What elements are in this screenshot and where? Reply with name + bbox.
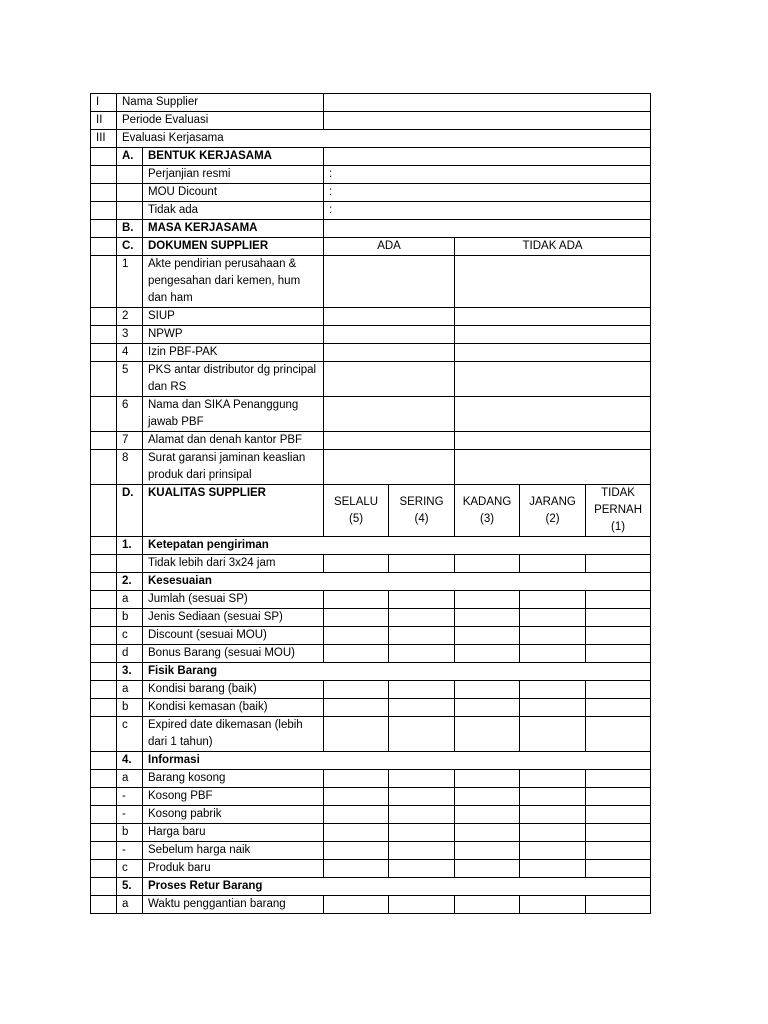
rating-cell-2[interactable] [520,717,586,752]
criteria-item-marker [117,555,143,573]
blank-cell [91,450,117,485]
rating-cell-3[interactable] [455,860,520,878]
rating-cell-5[interactable] [324,627,389,645]
criteria-group-title: Proses Retur Barang [143,878,651,896]
rating-cell-2[interactable] [520,770,586,788]
criteria-group-number: 1. [117,537,143,555]
tidak-ada-cell[interactable] [455,308,651,326]
section-b-header [91,220,651,238]
rating-cell-1[interactable] [586,555,651,573]
criteria-item-label: Jenis Sediaan (sesuai SP) [143,609,324,627]
criteria-item-label: Tidak lebih dari 3x24 jam [143,555,324,573]
form-body [91,94,651,914]
document-row [91,450,651,485]
document-number: 6 [117,397,143,432]
criteria-item-row [91,788,651,806]
blank-cell [91,397,117,432]
blank-cell [91,609,117,627]
ada-cell[interactable] [324,432,455,450]
cooperation-type-value[interactable]: : [324,184,651,202]
cooperation-type-label: Perjanjian resmi [143,166,324,184]
criteria-item-marker: - [117,842,143,860]
section-d-header [91,485,651,537]
criteria-group-row [91,663,651,681]
tidak-ada-cell[interactable] [455,397,651,432]
blank-cell [91,860,117,878]
criteria-item-marker: a [117,770,143,788]
document-label: Alamat dan denah kantor PBF [143,432,324,450]
rating-cell-2[interactable] [520,788,586,806]
rating-column-header [324,485,389,537]
section-title: BENTUK KERJASAMA [143,148,324,166]
rating-cell-3[interactable] [455,788,520,806]
criteria-item-marker: b [117,609,143,627]
criteria-item-row [91,824,651,842]
rating-cell-3[interactable] [455,770,520,788]
document-label: SIUP [143,308,324,326]
blank-cell [91,344,117,362]
blank-cell [91,663,117,681]
rating-label: JARANG [529,495,576,508]
criteria-group-row [91,878,651,896]
rating-cell-1[interactable] [586,717,651,752]
rating-cell-5[interactable] [324,645,389,663]
blank-cell [91,166,117,184]
criteria-item-marker: a [117,681,143,699]
rating-cell-5[interactable] [324,806,389,824]
criteria-item-marker: d [117,645,143,663]
rating-cell-4[interactable] [389,896,455,914]
document-row [91,397,651,432]
blank-cell [91,485,117,537]
row-number: II [91,112,117,130]
document-label: Izin PBF-PAK [143,344,324,362]
column-header-ada: ADA [324,238,455,256]
ada-cell[interactable] [324,450,455,485]
rating-column-header [389,485,455,537]
document-row [91,326,651,344]
criteria-item-label: Kosong pabrik [143,806,324,824]
section-code: C. [117,238,143,256]
blank-cell [91,555,117,573]
rating-cell-3[interactable] [455,896,520,914]
row-number: III [91,130,117,148]
criteria-item-label: Kondisi kemasan (baik) [143,699,324,717]
rating-score: (5) [348,512,364,525]
blank-cell [91,627,117,645]
cooperation-type-row [91,184,651,202]
rating-cell-2[interactable] [520,806,586,824]
ada-cell[interactable] [324,362,455,397]
document-label: Nama dan SIKA Penanggung jawab PBF [143,397,324,432]
rating-cell-1[interactable] [586,627,651,645]
document-number: 2 [117,308,143,326]
rating-cell-5[interactable] [324,681,389,699]
rating-cell-4[interactable] [389,770,455,788]
rating-cell-1[interactable] [586,591,651,609]
evaluasi-header-row [91,130,651,148]
row-value-field[interactable] [324,112,651,130]
criteria-item-row [91,896,651,914]
blank-cell [91,770,117,788]
rating-cell-1[interactable] [586,806,651,824]
blank-cell [91,878,117,896]
rating-cell-3[interactable] [455,681,520,699]
cooperation-type-row [91,166,651,184]
criteria-group-row [91,537,651,555]
rating-cell-5[interactable] [324,860,389,878]
rating-cell-4[interactable] [389,609,455,627]
rating-label: SELALU [333,495,379,508]
rating-cell-5[interactable] [324,591,389,609]
document-row [91,362,651,397]
rating-cell-1[interactable] [586,860,651,878]
blank-cell [91,148,117,166]
supplier-evaluation-form [90,93,651,914]
section-title: KUALITAS SUPPLIER [143,485,324,537]
criteria-item-row [91,681,651,699]
criteria-item-row [91,645,651,663]
rating-cell-2[interactable] [520,896,586,914]
rating-cell-1[interactable] [586,896,651,914]
rating-cell-1[interactable] [586,842,651,860]
rating-cell-5[interactable] [324,842,389,860]
rating-label: KADANG [462,495,512,508]
criteria-item-marker: c [117,860,143,878]
criteria-item-row [91,860,651,878]
criteria-item-marker: b [117,824,143,842]
criteria-item-row [91,609,651,627]
blank-cell [91,220,117,238]
rating-cell-3[interactable] [455,645,520,663]
blank-cell [117,166,143,184]
rating-cell-5[interactable] [324,770,389,788]
rating-cell-3[interactable] [455,806,520,824]
tidak-ada-cell[interactable] [455,344,651,362]
rating-cell-4[interactable] [389,681,455,699]
criteria-group-row [91,573,651,591]
document-number: 3 [117,326,143,344]
rating-cell-3[interactable] [455,717,520,752]
column-header-tidak-ada: TIDAK ADA [455,238,651,256]
criteria-group-number: 2. [117,573,143,591]
rating-score: (4) [414,512,429,525]
rating-cell-2[interactable] [520,842,586,860]
cooperation-type-label: Tidak ada [143,202,324,220]
criteria-item-label: Expired date dikemasan (lebih dari 1 tahun) [143,717,324,752]
row-number: I [91,94,117,112]
tidak-ada-cell[interactable] [455,256,651,308]
ada-cell[interactable] [324,256,455,308]
header-row [91,112,651,130]
blank-cell [91,645,117,663]
rating-cell-4[interactable] [389,717,455,752]
rating-cell-1[interactable] [586,770,651,788]
cooperation-type-value[interactable]: : [324,202,651,220]
rating-cell-4[interactable] [389,699,455,717]
blank-cell [91,896,117,914]
document-number: 8 [117,450,143,485]
blank-cell [91,717,117,752]
rating-cell-2[interactable] [520,824,586,842]
criteria-item-marker: b [117,699,143,717]
blank-cell [91,699,117,717]
criteria-item-label: Barang kosong [143,770,324,788]
rating-cell-4[interactable] [389,555,455,573]
tidak-ada-cell[interactable] [455,450,651,485]
rating-column-header [586,485,651,537]
criteria-item-label: Kondisi barang (baik) [143,681,324,699]
rating-score: (2) [545,512,560,525]
rating-cell-1[interactable] [586,699,651,717]
blank-cell [91,184,117,202]
rating-score: (1) [611,521,626,533]
cooperation-type-value[interactable]: : [324,166,651,184]
criteria-item-marker: a [117,896,143,914]
blank-cell [91,537,117,555]
criteria-item-label: Discount (sesuai MOU) [143,627,324,645]
document-row [91,308,651,326]
row-label: Nama Supplier [117,94,324,112]
document-label: Surat garansi jaminan keaslian produk dari prinsipal [143,450,324,485]
criteria-group-row [91,752,651,770]
document-number: 5 [117,362,143,397]
rating-cell-2[interactable] [520,627,586,645]
rating-cell-3[interactable] [455,842,520,860]
rating-cell-1[interactable] [586,788,651,806]
section-title: MASA KERJASAMA [143,220,324,238]
rating-cell-2[interactable] [520,860,586,878]
ada-cell[interactable] [324,308,455,326]
blank-cell [91,432,117,450]
rating-cell-4[interactable] [389,860,455,878]
rating-cell-3[interactable] [455,824,520,842]
blank-cell [91,806,117,824]
rating-cell-2[interactable] [520,681,586,699]
rating-cell-4[interactable] [389,824,455,842]
document-number: 7 [117,432,143,450]
criteria-group-title: Ketepatan pengiriman [143,537,651,555]
rating-label: SERING [399,495,444,508]
criteria-item-label: Kosong PBF [143,788,324,806]
rating-cell-4[interactable] [389,591,455,609]
blank-cell [91,824,117,842]
criteria-item-marker: a [117,591,143,609]
rating-cell-2[interactable] [520,609,586,627]
section-code: D. [117,485,143,537]
header-row [91,94,651,112]
rating-cell-4[interactable] [389,842,455,860]
rating-cell-2[interactable] [520,645,586,663]
criteria-item-row [91,770,651,788]
blank-cell [91,788,117,806]
row-value-field[interactable] [324,94,651,112]
criteria-item-row [91,627,651,645]
criteria-item-label: Bonus Barang (sesuai MOU) [143,645,324,663]
ada-cell[interactable] [324,326,455,344]
rating-cell-5[interactable] [324,609,389,627]
document-label: PKS antar distributor dg principal dan RS [143,362,324,397]
criteria-item-marker: c [117,627,143,645]
tidak-ada-cell[interactable] [455,326,651,344]
blank-cell [91,308,117,326]
blank-cell [91,591,117,609]
blank-cell [91,573,117,591]
rating-cell-5[interactable] [324,824,389,842]
evaluasi-title: Evaluasi Kerjasama [117,130,651,148]
rating-cell-2[interactable] [520,699,586,717]
document-row [91,344,651,362]
rating-cell-4[interactable] [389,627,455,645]
rating-cell-4[interactable] [389,788,455,806]
criteria-item-marker: - [117,788,143,806]
rating-cell-1[interactable] [586,681,651,699]
criteria-group-title: Kesesuaian [143,573,651,591]
rating-cell-3[interactable] [455,699,520,717]
rating-cell-3[interactable] [455,627,520,645]
rating-cell-1[interactable] [586,645,651,663]
criteria-item-label: Jumlah (sesuai SP) [143,591,324,609]
document-number: 4 [117,344,143,362]
ada-cell[interactable] [324,344,455,362]
document-row [91,256,651,308]
section-value [324,148,651,166]
criteria-item-row [91,842,651,860]
criteria-item-marker: c [117,717,143,752]
document-number: 1 [117,256,143,308]
section-value[interactable] [324,220,651,238]
rating-cell-2[interactable] [520,591,586,609]
criteria-item-row [91,591,651,609]
blank-cell [91,362,117,397]
blank-cell [91,752,117,770]
blank-cell [91,238,117,256]
blank-cell [91,326,117,344]
rating-cell-1[interactable] [586,824,651,842]
criteria-item-marker: - [117,806,143,824]
section-title: DOKUMEN SUPPLIER [143,238,324,256]
rating-cell-5[interactable] [324,555,389,573]
criteria-group-title: Fisik Barang [143,663,651,681]
blank-cell [91,256,117,308]
rating-cell-5[interactable] [324,788,389,806]
blank-cell [91,681,117,699]
section-c-header [91,238,651,256]
criteria-item-row [91,555,651,573]
criteria-item-label: Sebelum harga naik [143,842,324,860]
section-a-header [91,148,651,166]
criteria-item-label: Produk baru [143,860,324,878]
rating-column-header [520,485,586,537]
blank-cell [117,202,143,220]
criteria-group-title: Informasi [143,752,651,770]
tidak-ada-cell[interactable] [455,362,651,397]
rating-column-header [455,485,520,537]
rating-cell-3[interactable] [455,609,520,627]
cooperation-type-label: MOU Dicount [143,184,324,202]
criteria-item-row [91,717,651,752]
rating-label: TIDAK PERNAH [594,487,643,516]
section-code: A. [117,148,143,166]
ada-cell[interactable] [324,397,455,432]
cooperation-type-row [91,202,651,220]
rating-cell-5[interactable] [324,699,389,717]
document-row [91,432,651,450]
criteria-item-row [91,699,651,717]
criteria-item-row [91,806,651,824]
rating-cell-5[interactable] [324,717,389,752]
criteria-item-label: Harga baru [143,824,324,842]
blank-cell [91,842,117,860]
criteria-item-label: Waktu penggantian barang [143,896,324,914]
criteria-group-number: 5. [117,878,143,896]
rating-cell-4[interactable] [389,806,455,824]
criteria-group-number: 3. [117,663,143,681]
rating-cell-5[interactable] [324,896,389,914]
tidak-ada-cell[interactable] [455,432,651,450]
rating-cell-4[interactable] [389,645,455,663]
document-label: Akte pendirian perusahaan & pengesahan dari kemen, hum dan ham [143,256,324,308]
blank-cell [117,184,143,202]
rating-score: (3) [479,512,495,525]
criteria-group-number: 4. [117,752,143,770]
rating-cell-1[interactable] [586,609,651,627]
rating-cell-3[interactable] [455,555,520,573]
row-label: Periode Evaluasi [117,112,324,130]
blank-cell [91,202,117,220]
rating-cell-3[interactable] [455,591,520,609]
section-code: B. [117,220,143,238]
document-label: NPWP [143,326,324,344]
rating-cell-2[interactable] [520,555,586,573]
